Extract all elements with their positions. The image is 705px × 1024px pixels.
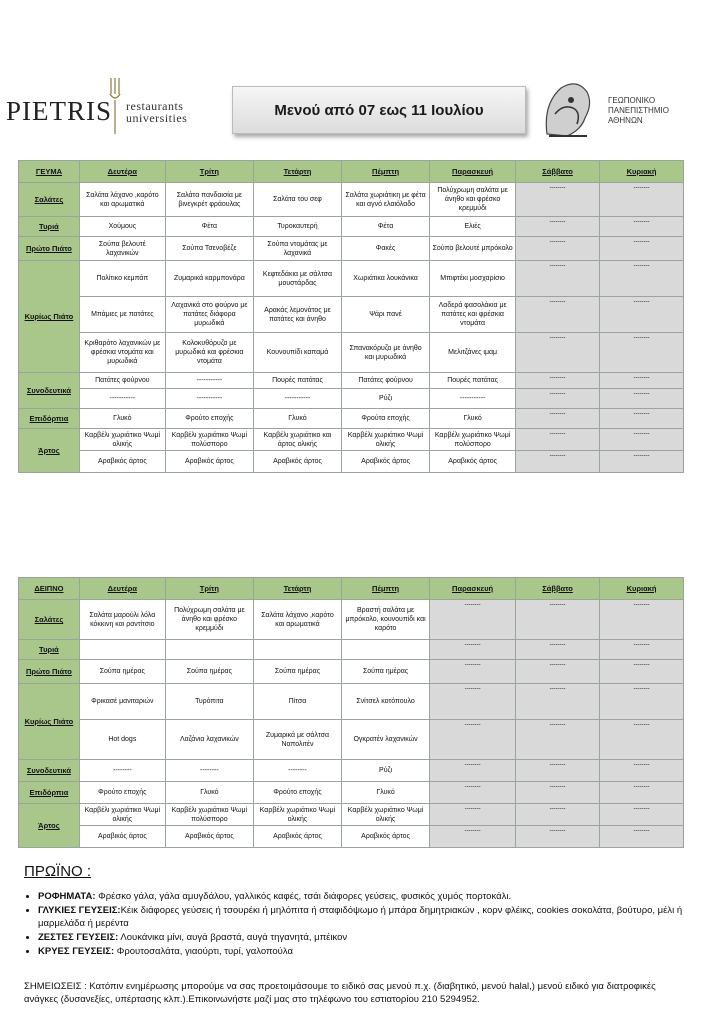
dish-cell: Λαχανικά στο φούρνο με πατάτες διάφορα μυρωδικά	[165, 297, 253, 333]
dish-cell: Καρβέλι χωριάτικο Ψωμί ολικής	[253, 804, 341, 826]
category-cell: Άρτος	[19, 804, 80, 848]
table-row	[19, 782, 684, 804]
list-item	[38, 904, 698, 930]
weekend-cell: --------	[516, 261, 600, 297]
dish-cell: Αραβικός άρτος	[253, 451, 341, 473]
dish-cell: Καρβέλι χωριάτικο Ψωμί πολύσπορο	[430, 429, 516, 451]
day-header-cell: Σάββατο	[516, 161, 600, 183]
dish-cell: Κολοκυθόρυζο με μυρωδικά και φρέσκια ντομάτα	[165, 333, 253, 373]
dish-cell: Καρβέλι χωριάτικο Ψωμί πολύσπορο	[165, 429, 253, 451]
weekend-cell: --------	[516, 600, 600, 640]
category-cell: Άρτος	[19, 429, 80, 473]
weekend-cell: --------	[600, 640, 684, 660]
table-row	[19, 389, 684, 409]
dish-cell: Ογκρατέν λαχανικών	[342, 720, 430, 760]
dish-cell: Πολίτικο κεμπάπ	[79, 261, 165, 297]
category-cell: Τυριά	[19, 640, 80, 660]
dish-cell: Σούπα βελουτέ λαχανικών	[79, 237, 165, 261]
dish-cell: Καρβέλι χωριάτικο Ψωμί ολικής	[342, 804, 430, 826]
dish-cell: Αραβικός άρτος	[342, 826, 430, 848]
dish-cell: Σούπα Τσενοβέζε	[165, 237, 253, 261]
weekend-cell: --------	[600, 373, 684, 389]
day-header-cell: Πέμπτη	[342, 161, 430, 183]
dish-cell: Hot dogs	[79, 720, 165, 760]
weekend-cell: --------	[516, 760, 600, 782]
weekend-cell: --------	[600, 600, 684, 640]
dish-cell: Χωριάτικα λουκάνικα	[342, 261, 430, 297]
weekend-cell: --------	[600, 429, 684, 451]
dish-cell: Καρβέλι χωριάτικο Ψωμί πολύσπορο	[165, 804, 253, 826]
brand-subtitle	[126, 100, 187, 124]
dish-cell	[165, 640, 253, 660]
dish-cell: Χούμους	[79, 217, 165, 237]
weekend-cell: --------	[600, 409, 684, 429]
university-name-line-3: ΑΘΗΝΩΝ	[608, 116, 643, 125]
table-row	[19, 600, 684, 640]
list-item	[38, 890, 698, 903]
dish-cell: Φέτα	[165, 217, 253, 237]
breakfast-item-label: ΡΟΦΗΜΑΤΑ:	[38, 891, 96, 902]
table-row	[19, 217, 684, 237]
dish-cell	[253, 640, 341, 660]
weekend-cell: --------	[516, 373, 600, 389]
table-row	[19, 451, 684, 473]
athena-crest-icon	[537, 74, 597, 146]
pietris-logo	[6, 76, 216, 136]
weekend-cell: --------	[600, 333, 684, 373]
dish-cell: Σαλάτα του σεφ	[253, 183, 341, 217]
table-row	[19, 373, 684, 389]
meal-title-cell: ΔΕΙΠΝΟ	[19, 578, 80, 600]
dish-cell: Σούπα ημέρας	[253, 660, 341, 684]
dish-cell: --------	[430, 640, 516, 660]
dish-cell: Ζυμαρικά καρμπονάρα	[165, 261, 253, 297]
dish-cell: --------	[430, 804, 516, 826]
table-row	[19, 237, 684, 261]
day-header-cell: Παρασκευή	[430, 578, 516, 600]
dish-cell: -----------	[165, 389, 253, 409]
table-row	[19, 660, 684, 684]
category-cell: Συνοδευτικά	[19, 373, 80, 409]
dish-cell: -----------	[253, 389, 341, 409]
table-row	[19, 429, 684, 451]
weekend-cell: --------	[516, 782, 600, 804]
dish-cell: Σούπα ημέρας	[342, 660, 430, 684]
breakfast-item-text: Φρέσκο γάλα, γάλα αμυγδάλου, γαλλικός καφές, τσάι διάφορες γεύσεις, φυσικός χυμός πορτοκάλι.	[98, 891, 512, 902]
dish-cell: Σαλάτα χωριάτικη με φέτα και αγνό ελαιόλαδο	[342, 183, 430, 217]
dish-cell: -----------	[79, 389, 165, 409]
weekend-cell: --------	[600, 183, 684, 217]
dish-cell: --------	[253, 760, 341, 782]
dish-cell: Αραβικός άρτος	[165, 451, 253, 473]
dish-cell: Κεφτεδάκια με σάλτσα μουστάρδας	[253, 261, 341, 297]
weekend-cell: --------	[600, 684, 684, 720]
dish-cell: Λαζάνια λαχανικών	[165, 720, 253, 760]
weekend-cell: --------	[516, 333, 600, 373]
day-header-cell: Δευτέρα	[79, 161, 165, 183]
dish-cell: Μπιφτέκι μοσχαρίσιο	[430, 261, 516, 297]
dish-cell: Πίτσα	[253, 684, 341, 720]
brand-sub-restaurants: restaurants	[126, 99, 184, 113]
dish-cell: Φρούτο εποχής	[165, 409, 253, 429]
dish-cell: --------	[430, 782, 516, 804]
dish-cell: Αραβικός άρτος	[342, 451, 430, 473]
day-header-cell: Κυριακή	[600, 161, 684, 183]
table-row	[19, 640, 684, 660]
category-cell: Κυρίως Πιάτο	[19, 261, 80, 373]
dish-cell: --------	[430, 760, 516, 782]
weekend-cell: --------	[600, 720, 684, 760]
table-row	[19, 333, 684, 373]
list-item	[38, 931, 698, 944]
weekend-cell: --------	[600, 297, 684, 333]
dish-cell: Πουρές πατάτας	[253, 373, 341, 389]
lunch-menu-table	[18, 160, 684, 473]
dish-cell: Σούπα ημέρας	[165, 660, 253, 684]
dish-cell: Σνίτσελ κοτόπουλο	[342, 684, 430, 720]
dish-cell: Σούπα βελουτέ μπρόκολο	[430, 237, 516, 261]
menu-title: Μενού από 07 εως 11 Ιουλίου	[274, 101, 484, 119]
day-header-cell: Κυριακή	[600, 578, 684, 600]
weekend-cell: --------	[600, 804, 684, 826]
dish-cell: Καρβέλι χωριάτικο και άρτος ολικής	[253, 429, 341, 451]
dish-cell: Γλυκό	[165, 782, 253, 804]
weekend-cell: --------	[600, 760, 684, 782]
dish-cell: Σούπα ντομάτας με λαχανικά	[253, 237, 341, 261]
dish-cell: Καρβέλι χωριάτικο Ψωμί ολικής	[79, 429, 165, 451]
table-row	[19, 261, 684, 297]
dish-cell: Λαδερά φασολάκια με πατάτες και φρέσκια ντομάτα	[430, 297, 516, 333]
weekend-cell: --------	[516, 804, 600, 826]
weekend-cell: --------	[600, 451, 684, 473]
dish-cell: Αραβικός άρτος	[430, 451, 516, 473]
university-logo	[533, 68, 679, 154]
weekend-cell: --------	[516, 297, 600, 333]
category-cell: Σαλάτες	[19, 600, 80, 640]
weekend-cell: --------	[516, 720, 600, 760]
dish-cell: Σαλάτα λάχανο ,καρότο και αρωματικά	[253, 600, 341, 640]
dish-cell: Τυρόπιτα	[165, 684, 253, 720]
dish-cell: Φρούτα εποχής	[342, 409, 430, 429]
dish-cell: Σούπα ημέρας	[79, 660, 165, 684]
dish-cell	[79, 640, 165, 660]
dish-cell: Φακές	[342, 237, 430, 261]
university-name-line-2: ΠΑΝΕΠΙΣΤΗΜΙΟ	[608, 106, 669, 115]
dish-cell: --------	[430, 660, 516, 684]
dish-cell: Αραβικός άρτος	[79, 451, 165, 473]
table-header-row	[19, 161, 684, 183]
breakfast-list	[22, 890, 698, 959]
dish-cell: Σαλάτα μαρούλι λόλα κόκκινη και ραντίτσιο	[79, 600, 165, 640]
notes-text: ΣΗΜΕΙΩΣΕΙΣ : Κατόπιν ενημέρωσης μπορούμε να σας προετοιμάσουμε το ειδικό σας μενού π.χ. (διαβητικό, μενού halal,) μενού ειδικό για διατροφικές ανάγκες (δυσανεξίες, υπέρτασης κλπ.).Επικοινωνήστε μαζί μας στο τηλέφωνο του εστιατορίου 210 5294952.	[24, 981, 656, 1005]
table-row	[19, 720, 684, 760]
brand-sub-universities: universities	[126, 111, 188, 125]
dish-cell: Σπανακόρυζο με άνηθο και μυρωδικά	[342, 333, 430, 373]
dish-cell: Ελιές	[430, 217, 516, 237]
weekend-cell: --------	[600, 782, 684, 804]
dish-cell: Τυροκαυτερή	[253, 217, 341, 237]
weekend-cell: --------	[600, 217, 684, 237]
table-row	[19, 760, 684, 782]
breakfast-item-label: ΖΕΣΤΕΣ ΓΕΥΣΕΙΣ:	[38, 932, 119, 943]
dish-cell: --------	[430, 720, 516, 760]
dish-cell: --------	[165, 760, 253, 782]
weekend-cell: --------	[516, 640, 600, 660]
weekend-cell: --------	[516, 660, 600, 684]
dish-cell: Πολύχρωμη σαλάτα με άνηθο και φρέσκο κρεμμύδι	[165, 600, 253, 640]
breakfast-title: ΠΡΩΪΝΟ :	[24, 863, 92, 880]
weekend-cell: --------	[600, 826, 684, 848]
dish-cell: --------	[430, 826, 516, 848]
dish-cell: Φέτα	[342, 217, 430, 237]
dish-cell: Ζυμαρικά με σάλτσα Ναπολιτέν	[253, 720, 341, 760]
university-name	[608, 96, 669, 126]
weekend-cell: --------	[600, 660, 684, 684]
dish-cell: Αραβικός άρτος	[165, 826, 253, 848]
dish-cell: Πολύχρωμη σαλάτα με άνηθο και φρέσκο κρεμμύδι	[430, 183, 516, 217]
dish-cell	[342, 640, 430, 660]
dish-cell: Καρβέλι χωριάτικο Ψωμί ολικής	[342, 429, 430, 451]
category-cell: Τυριά	[19, 217, 80, 237]
fork-icon	[106, 76, 124, 136]
dish-cell: Αραβικός άρτος	[253, 826, 341, 848]
weekend-cell: --------	[516, 389, 600, 409]
table-row	[19, 409, 684, 429]
breakfast-item-label: ΚΡΥΕΣ ΓΕΥΣΕΙΣ:	[38, 946, 115, 957]
category-cell: Κυρίως Πιάτο	[19, 684, 80, 760]
weekend-cell: --------	[516, 826, 600, 848]
table-row	[19, 826, 684, 848]
dish-cell: Μελιτζάνες ιμαμ	[430, 333, 516, 373]
weekend-cell: --------	[600, 237, 684, 261]
weekend-cell: --------	[516, 451, 600, 473]
breakfast-item-text: Λουκάνικα μίνι, αυγά βραστά, αυγά τηγανητά, μπέικον	[120, 932, 348, 943]
day-header-cell: Τετάρτη	[253, 578, 341, 600]
category-cell: Συνοδευτικά	[19, 760, 80, 782]
university-name-line-1: ΓΕΩΠΟΝΙΚΟ	[608, 96, 656, 105]
dish-cell: Βραστή σαλάτα με μπρόκολο, κουνουπίδι και καρότο	[342, 600, 430, 640]
list-item	[38, 945, 698, 958]
dish-cell: Κουνουπίδι καπαμά	[253, 333, 341, 373]
weekend-cell: --------	[516, 217, 600, 237]
dish-cell: Πατάτες φούρνου	[342, 373, 430, 389]
day-header-cell: Δευτέρα	[79, 578, 165, 600]
dish-cell: Μπάμιες με πατάτες	[79, 297, 165, 333]
dish-cell: Φρούτο εποχής	[253, 782, 341, 804]
dish-cell: Σαλάτα πανδαισία με βινεγκρέτ φράουλας	[165, 183, 253, 217]
dish-cell: Πουρές πατάτας	[430, 373, 516, 389]
dish-cell: Ρύζι	[342, 389, 430, 409]
dish-cell: Γλυκό	[342, 782, 430, 804]
dish-cell: -----------	[165, 373, 253, 389]
weekend-cell: --------	[516, 409, 600, 429]
breakfast-item-text: Κέικ διάφορες γεύσεις ή τσουρέκι ή μηλόπιτα ή σταφιδόψωμο ή μπάρα δημητριακών , κορν φλέικς, cookies σοκολάτα, βούτυρο, μέλι ή μαρμελάδα ή μερέντα	[38, 905, 683, 929]
breakfast-item-text: Φρουτοσαλάτα, γιαούρτι, τυρί, γαλοπούλα	[116, 946, 293, 957]
weekend-cell: --------	[516, 237, 600, 261]
table-row	[19, 183, 684, 217]
dish-cell: Ψάρι πανέ	[342, 297, 430, 333]
weekend-cell: --------	[600, 261, 684, 297]
table-row	[19, 804, 684, 826]
table-header-row	[19, 578, 684, 600]
table-row	[19, 684, 684, 720]
day-header-cell: Τρίτη	[165, 161, 253, 183]
category-cell: Σαλάτες	[19, 183, 80, 217]
dish-cell: Γλυκό	[79, 409, 165, 429]
weekend-cell: --------	[516, 429, 600, 451]
category-cell: Πρώτο Πιάτο	[19, 660, 80, 684]
dish-cell: Σαλάτα λάχανο ,καρότο και αρωματικά	[79, 183, 165, 217]
dish-cell: Γλυκό	[253, 409, 341, 429]
brand-name: PIETRIS	[6, 96, 113, 126]
meal-title-cell: ΓΕΥΜΑ	[19, 161, 80, 183]
day-header-cell: Τετάρτη	[253, 161, 341, 183]
day-header-cell: Πέμπτη	[342, 578, 430, 600]
dish-cell: Κριθαρότο λαχανικών με φρέσκια ντομάτα και μυρωδικά	[79, 333, 165, 373]
table-row	[19, 297, 684, 333]
dish-cell: Καρβέλι χωριάτικο Ψωμί ολικής	[79, 804, 165, 826]
breakfast-item-label: ΓΛΥΚΙΕΣ ΓΕΥΣΕΙΣ:	[38, 905, 121, 916]
dish-cell: Αρακάς λεμονάτος με πατάτες και άνηθο	[253, 297, 341, 333]
day-header-cell: Τρίτη	[165, 578, 253, 600]
dish-cell: --------	[79, 760, 165, 782]
dinner-menu-table	[18, 577, 684, 848]
dish-cell: Ρύζι	[342, 760, 430, 782]
dish-cell: Φρικασέ μανιταριών	[79, 684, 165, 720]
dish-cell: Γλυκό	[430, 409, 516, 429]
dish-cell: -----------	[430, 389, 516, 409]
category-cell: Επιδόρπια	[19, 782, 80, 804]
category-cell: Επιδόρπια	[19, 409, 80, 429]
category-cell: Πρώτο Πιάτο	[19, 237, 80, 261]
dish-cell: --------	[430, 684, 516, 720]
menu-title-box	[232, 86, 526, 134]
dish-cell: Φρούτο εποχής	[79, 782, 165, 804]
weekend-cell: --------	[600, 389, 684, 409]
weekend-cell: --------	[516, 183, 600, 217]
weekend-cell: --------	[516, 684, 600, 720]
day-header-cell: Παρασκευή	[430, 161, 516, 183]
dish-cell: --------	[430, 600, 516, 640]
dish-cell: Πατάτες φούρνου	[79, 373, 165, 389]
dish-cell: Αραβικός άρτος	[79, 826, 165, 848]
day-header-cell: Σάββατο	[516, 578, 600, 600]
